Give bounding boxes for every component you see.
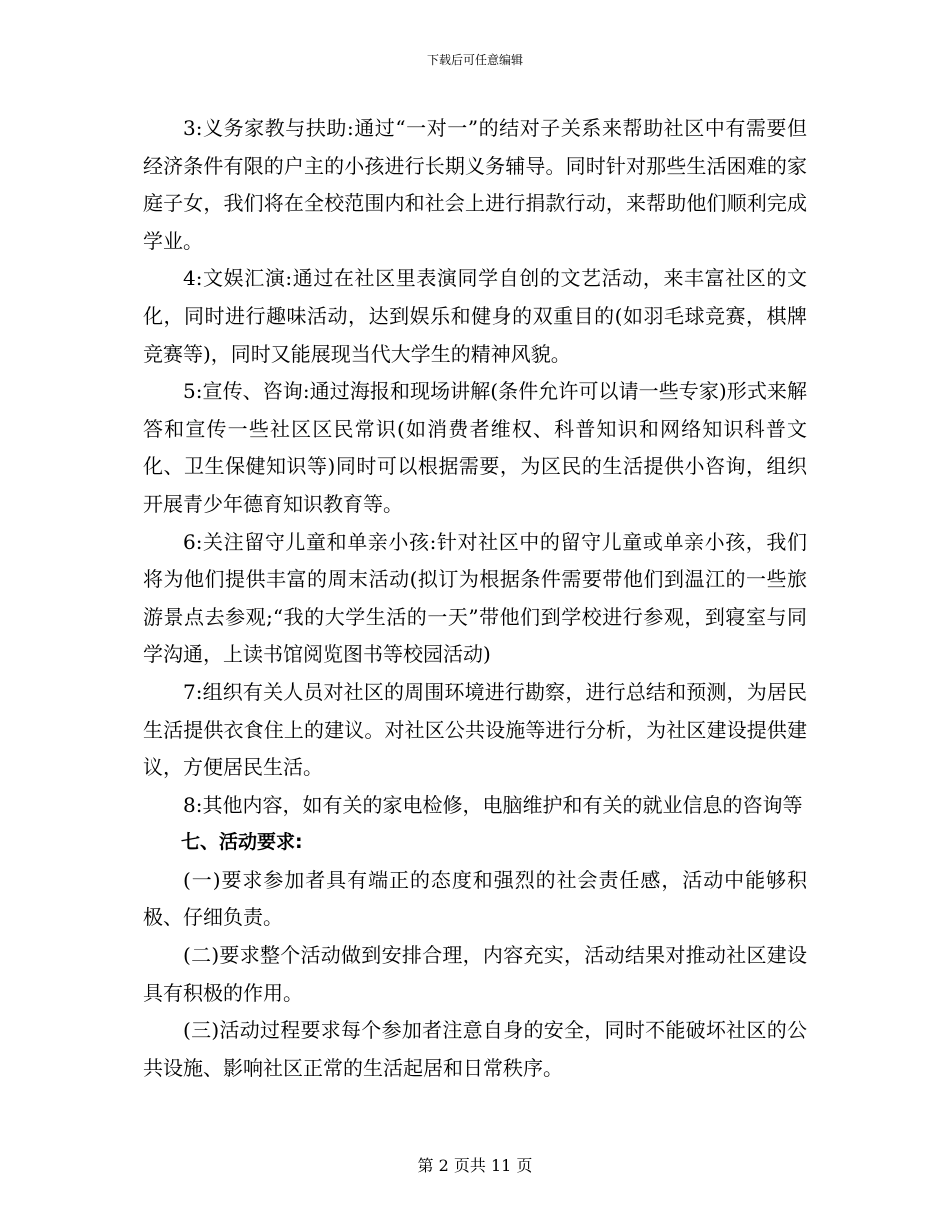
section-heading-requirements: 七、活动要求: — [181, 831, 303, 854]
document-body — [143, 110, 807, 1087]
paragraph-item-5: 5:宣传、咨询:通过海报和现场讲解(条件允许可以请一些专家)形式来解答和宣传一些社区区民常识(如消费者维权、科普知识和网络知识科普文化、卫生保健知识等)同时可以根据需要，为区民的生活提供小咨询，组织开展青少年德育知识教育等。 — [143, 379, 807, 516]
paragraph-item-8: 8:其他内容，如有关的家电检修，电脑维护和有关的就业信息的咨询等 — [183, 792, 803, 817]
paragraph-item-3: 3:义务家教与扶助:通过“一对一”的结对子关系来帮助社区中有需要但经济条件有限的户主的小孩进行长期义务辅导。同时针对那些生活困难的家庭子女，我们将在全校范围内和社会上进行捐款行动，来帮助他们顺利完成学业。 — [143, 116, 807, 253]
paragraph-item-7: 7:组织有关人员对社区的周围环境进行勘察，进行总结和预测，为居民生活提供衣食住上的建议。对社区公共设施等进行分析，为社区建设提供建议，方便居民生活。 — [143, 679, 807, 780]
paragraph-item-6: 6:关注留守儿童和单亲小孩:针对社区中的留守儿童或单亲小孩，我们将为他们提供丰富的周末活动(拟订为根据条件需要带他们到温江的一些旅游景点去参观;“我的大学生活的一天”带他们到学校进行参观，到寝室与同学沟通，上读书馆阅览图书等校园活动) — [143, 529, 807, 667]
page-footer: 第 2 页共 11 页 — [417, 1156, 533, 1175]
requirement-item-2: (二)要求整个活动做到安排合理，内容充实，活动结果对推动社区建设具有积极的作用。 — [143, 943, 807, 1005]
requirement-item-1: (一)要求参加者具有端正的态度和强烈的社会责任感，活动中能够积极、仔细负责。 — [143, 867, 807, 930]
requirement-item-3: (三)活动过程要求每个参加者注意自身的安全，同时不能破坏社区的公共设施、影响社区正常的生活起居和日常秩序。 — [143, 1018, 807, 1080]
page-header: 下载后可任意编辑 — [426, 53, 523, 67]
paragraph-item-4: 4:文娱汇演:通过在社区里表演同学自创的文艺活动，来丰富社区的文化，同时进行趣味活动，达到娱乐和健身的双重目的(如羽毛球竞赛，棋牌竞赛等)，同时又能展现当代大学生的精神风貌。 — [143, 266, 807, 366]
